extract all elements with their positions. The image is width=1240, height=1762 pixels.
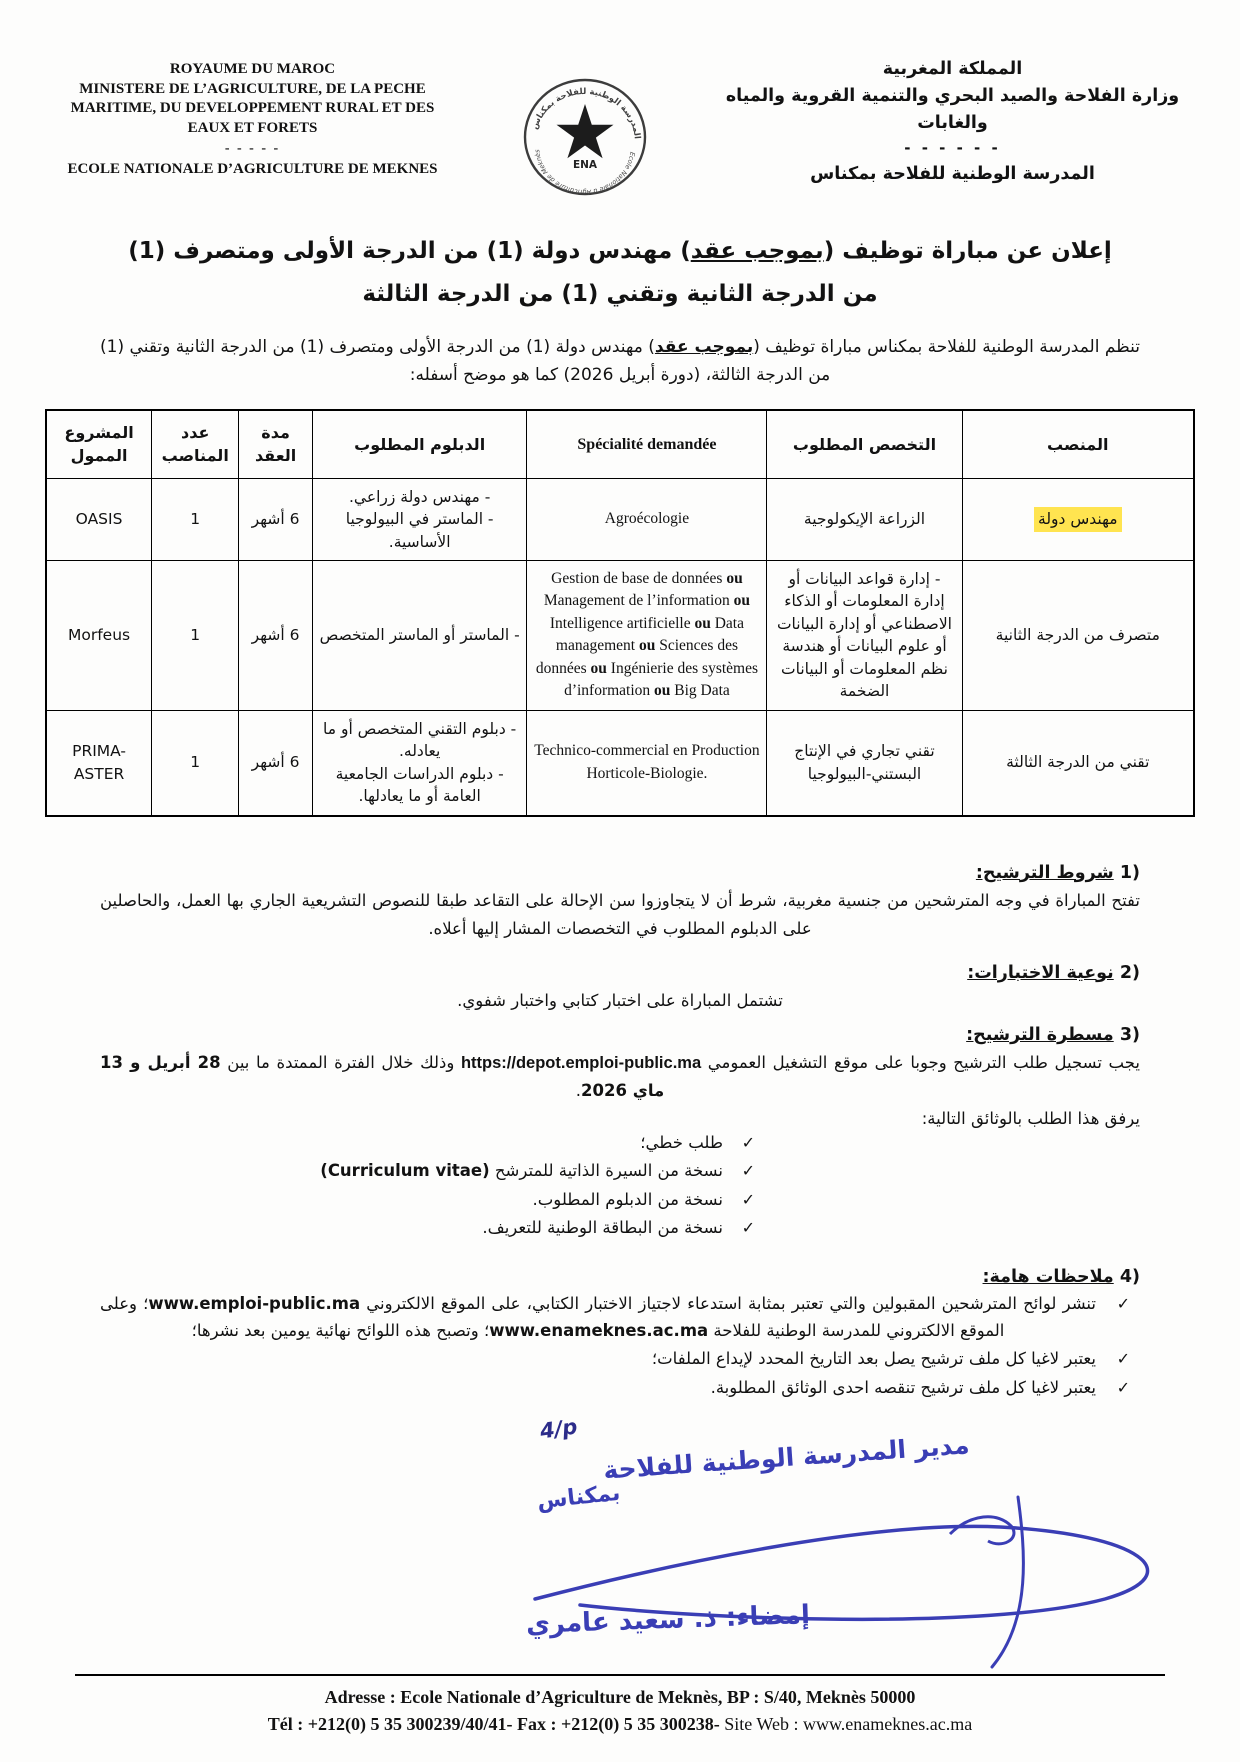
footer [75,1674,1165,1738]
specialty-fr-cell: Gestion de base de données ou Management de l’information ou Intelligence artificielle ou Data management ou Sciences des données ou Ingénierie des systèmes d’information ou Big Data [527,560,767,710]
check-icon: ✓ [741,1218,755,1238]
application-url: https://depot.emploi-public.ma [460,1053,702,1072]
check-icon: ✓ [741,1161,755,1181]
positions-table [45,409,1195,816]
positions-count-cell: 1 [152,478,239,560]
checked-item: ✓ يعتبر لاغيا كل ملف ترشيح يصل بعد التاريخ المحدد لإيداع الملفات؛ [100,1346,1130,1372]
table-row [46,478,1194,560]
school-fr: ECOLE NATIONALE D’AGRICULTURE DE MEKNES [67,161,438,178]
table-row [46,560,1194,710]
checked-item: ✓ نسخة من السيرة الذاتية للمترشح (Curriculum vitae) [100,1158,755,1184]
notes-list [100,1291,1140,1401]
paraph-mark: 4/p [538,1414,579,1444]
documents-intro: يرفق هذا الطلب بالوثائق التالية: [921,1108,1140,1128]
required-diploma-cell: - دبلوم التقني المتخصص أو ما يعادله. - دبلوم الدراسات الجامعية العامة أو ما يعادلها. [312,710,527,815]
seal-center-text: ENA [572,159,598,171]
checked-item: ✓ طلب خطي؛ [100,1130,755,1156]
section-tests [100,963,1140,1015]
check-icon: ✓ [741,1189,755,1209]
title-underlined: بموجب عقد [690,238,824,264]
ena-seal-icon [521,76,649,198]
procedure-text: يجب تسجيل طلب الترشيح وجوبا على موقع التشغيل العمومي https://depot.emploi-public.ma وذلك خلال الفترة الممتدة ما بين 28 أبريل و 13 ماي 2026. [100,1052,1141,1100]
section-number: 3) [1119,1024,1140,1045]
check-icon: ✓ [741,1132,755,1152]
documents-list [100,1130,1140,1242]
section-notes [100,1267,1140,1401]
signature-block [90,1409,1150,1674]
footer-tel-fax: Tél : +212(0) 5 35 300239/40/41- Fax : +212(0) 5 35 300238- [267,1714,720,1735]
table-row [46,710,1194,815]
highlighted-text: مهندس دولة [1034,507,1122,531]
signature-name: إمضاء: ذ. سعيد عامري [525,1600,811,1640]
section-number: 4) [1119,1267,1140,1288]
ministry-ar: وزارة الفلاحة والصيد البحري والتنمية القروية والمياه والغابات [725,86,1180,134]
signatory-title-city: بمكناس [535,1480,622,1515]
footer-address: Adresse : Ecole Nationale d’Agriculture de Meknès, BP : S/40, Meknès 50000 [324,1687,916,1708]
checked-item: ✓ تنشر لوائح المترشحين المقبولين والتي تعتبر بمثابة استدعاء لاجتياز الاختبار الكتابي، على الموقع الالكتروني www.emploi-public.ma؛ وعلى الموقع الالكتروني للمدرسة الوطنية للفلاحة www.enameknes.ac.ma؛ وتصبح هذه اللوائح نهائية يومين بعد نشرها؛ [100,1291,1130,1344]
signatory-title: مدير المدرسة الوطنية للفلاحة [602,1430,971,1485]
application-period: 28 أبريل و 13 ماي 2026 [100,1052,665,1100]
column-header: التخصص المطلوب [767,410,962,478]
star-icon [557,104,614,158]
intro-paragraph: تنظم المدرسة الوطنية للفلاحة بمكناس مباراة توظيف (بموجب عقد) مهندس دولة (1) من الدرجة الأولى ومتصرف (1) من الدرجة الثانية وتقني (1) من الدرجة الثالثة، (دورة أبريل 2026) كما هو موضح أسفله: [100,337,1140,386]
letterhead-arabic [715,48,1190,188]
specialty-fr-cell: Agroécologie [527,478,767,560]
table-body [46,478,1194,816]
position-cell: متصرف من الدرجة الثانية [962,560,1194,710]
positions-count-cell: 1 [152,560,239,710]
section-number: 2) [1119,962,1140,983]
checked-item: ✓ نسخة من الدبلوم المطلوب. [100,1187,755,1213]
funded-project-cell: OASIS [46,478,152,560]
section-heading: 4) ملاحظات هامة: [982,1267,1140,1288]
kingdom-fr: ROYAUME DU MAROC [169,61,336,77]
letterhead-french [50,48,455,180]
sections [100,843,1140,1403]
funded-project-cell: PRIMA-ASTER [46,710,152,815]
contract-duration-cell: 6 أشهر [239,710,312,815]
title-text: إعلان عن مباراة توظيف ( [823,238,1112,264]
school-seal [455,48,715,198]
title-line2: من الدرجة الثانية وتقني (1) من الدرجة الثالثة [362,280,878,307]
section-conditions [100,863,1140,943]
separator-dashes: - - - - - [224,141,281,156]
section-number: 1) [1119,862,1140,883]
position-cell [962,478,1194,560]
footer-contacts [75,1711,1165,1738]
contract-duration-cell: 6 أشهر [239,478,312,560]
separator-dashes: - - - - - - [904,139,1001,158]
kingdom-ar: المملكة المغربية [882,59,1023,79]
handwritten-signature-icon [520,1479,1210,1674]
tests-text: تشتمل المباراة على اختبار كتابي واختبار شفوي. [457,990,783,1010]
column-header: المشروع الممول [46,410,152,478]
specialty-fr-cell: Technico-commercial en Production Horticole-Biologie. [527,710,767,815]
footer-website: Site Web : www.enameknes.ac.ma [719,1714,973,1735]
positions-count-cell: 1 [152,710,239,815]
specialty-ar-cell: تقني تجاري في الإنتاج البستني-البيولوجيا [767,710,962,815]
school-ar: المدرسة الوطنية للفلاحة بمكناس [810,163,1095,184]
position-cell: تقني من الدرجة الثالثة [962,710,1194,815]
section-procedure [100,1025,1140,1242]
letterhead [50,48,1190,198]
column-header: عدد المناصب [152,410,239,478]
check-icon: ✓ [1116,1349,1130,1369]
seal-ring-text-ar: المدرسة الوطنية للفلاحة بمكناس [529,86,642,140]
section-heading: 2) نوعية الاختبارات: [967,962,1140,983]
specialty-ar-cell: - إدارة قواعد البيانات أو إدارة المعلومات أو الذكاء الاصطناعي أو إدارة البيانات أو علوم البيانات أو هندسة نظم المعلومات أو البيانات الضخمة [767,560,962,710]
announcement-title [85,230,1155,315]
specialty-ar-cell: الزراعة الإيكولوجية [767,478,962,560]
ministry-fr: MINISTERE DE L’AGRICULTURE, DE LA PECHE MARITIME, DU DEVELOPPEMENT RURAL ET DES EAUX ET FORETS [70,80,435,136]
checked-item: ✓ نسخة من البطاقة الوطنية للتعريف. [100,1215,755,1241]
funded-project-cell: Morfeus [46,560,152,710]
check-icon: ✓ [1116,1294,1130,1314]
title-text: ) مهندس دولة (1) من الدرجة الأولى ومتصرف (1) [128,238,691,264]
required-diploma-cell: - الماستر أو الماستر المتخصص [312,560,527,710]
conditions-text: تفتح المباراة في وجه المترشحين من جنسية مغربية، شرط أن لا يتجاوزوا سن الإحالة على التقاعد طبقا للنصوص التشريعية الجاري بها العمل، والحاصلين على الدبلوم المطلوب في التخصصات المشار إليها أعلاه. [100,890,1140,938]
check-icon: ✓ [1116,1377,1130,1397]
column-header: المنصب [962,410,1194,478]
column-header: الدبلوم المطلوب [312,410,527,478]
required-diploma-cell: - مهندس دولة زراعي. - الماستر في البيولوجيا الأساسية. [312,478,527,560]
table-header-row [46,410,1194,478]
checked-item: ✓ يعتبر لاغيا كل ملف ترشيح تنقصه احدى الوثائق المطلوبة. [100,1375,1130,1401]
column-header: Spécialité demandée [527,410,767,478]
column-header: مدة العقد [239,410,312,478]
section-heading: 3) مسطرة الترشيح: [966,1024,1140,1045]
section-heading: 1) شروط الترشيح: [975,862,1140,883]
contract-duration-cell: 6 أشهر [239,560,312,710]
seal-ring-text-fr: Ecole Nationale d’Agriculture de Meknès [533,149,637,197]
svg-text:Ecole Nationale d’Agriculture [533,148,637,196]
